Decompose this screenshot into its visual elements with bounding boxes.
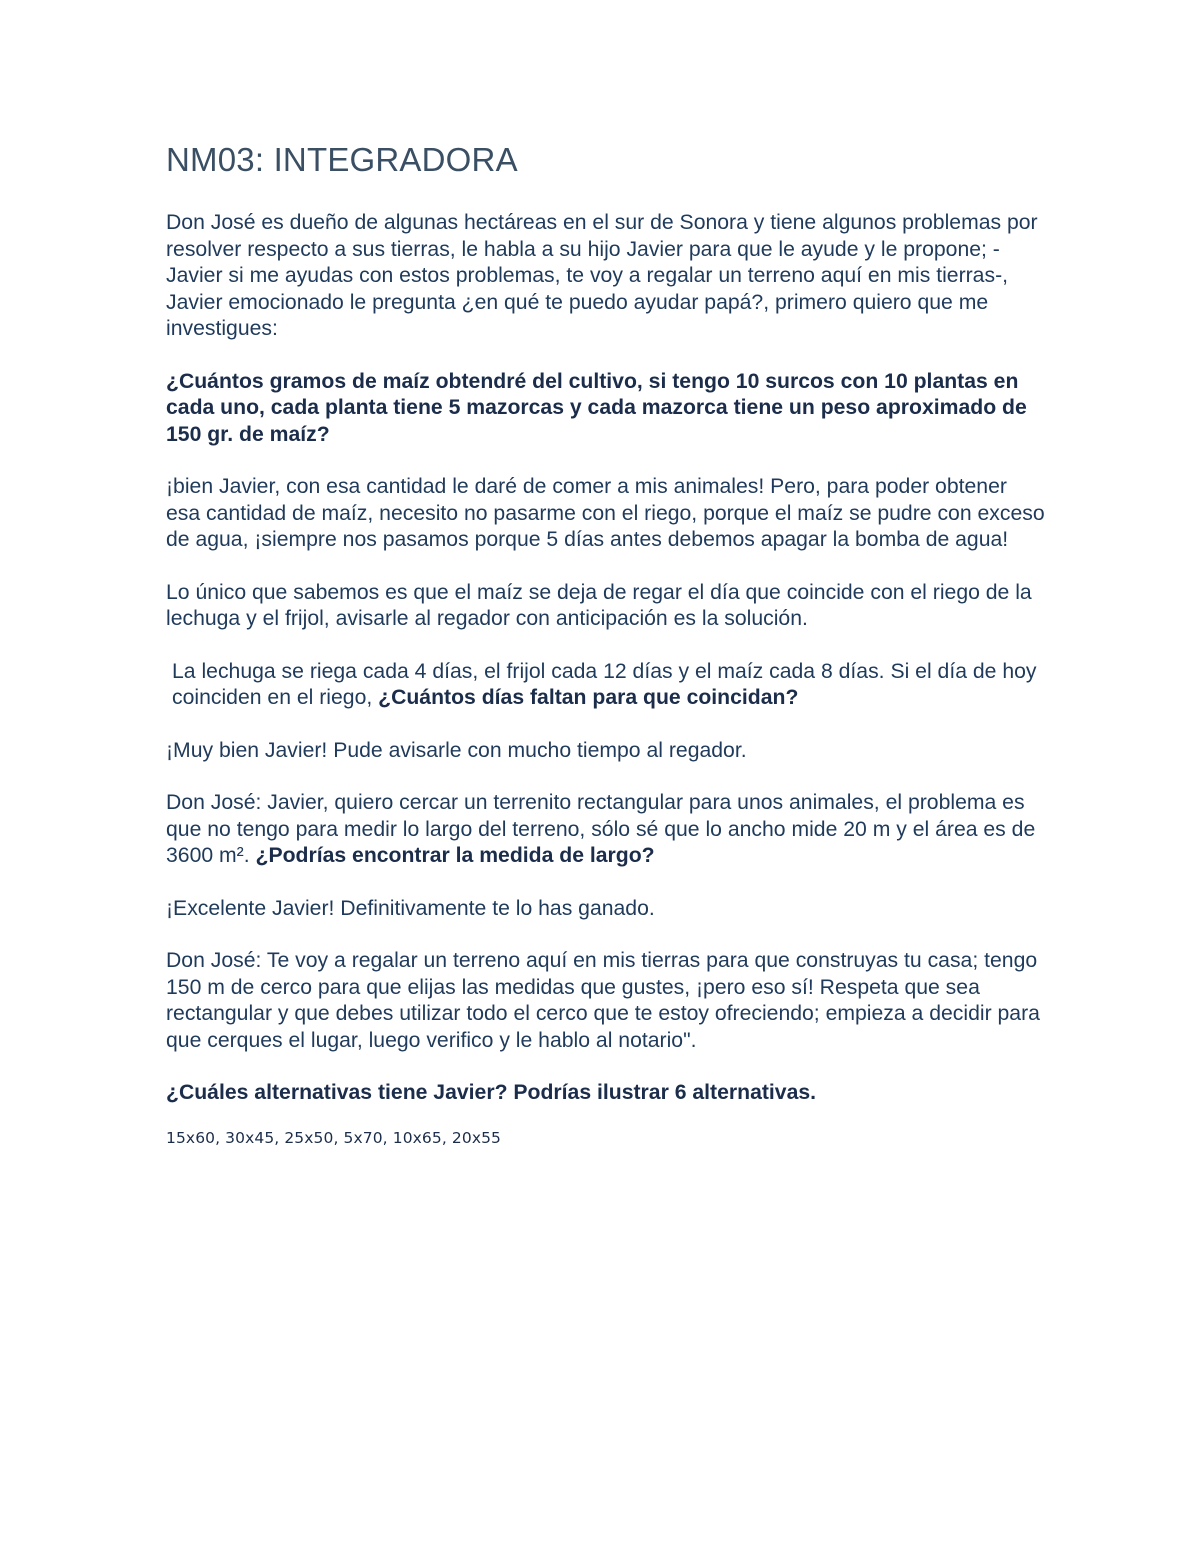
- question-corn-grams: ¿Cuántos gramos de maíz obtendré del cultivo, si tengo 10 surcos con 10 plantas en cada uno, cada planta tiene 5 mazorcas y cada mazorca tiene un peso aproximado de 150 gr. de maíz?: [166, 369, 1027, 446]
- question-alternatives: ¿Cuáles alternativas tiene Javier? Podrías ilustrar 6 alternativas.: [166, 1081, 817, 1104]
- paragraph-watering-cycles: [166, 659, 1046, 712]
- answer-alternatives: 15x60, 30x45, 25x50, 5x70, 10x65, 20x55: [166, 1128, 502, 1147]
- paragraph-irrigation: ¡bien Javier, con esa cantidad le daré de comer a mis animales! Pero, para poder obtener esa cantidad de maíz, necesito no pasarme con el riego, porque el maíz se pudre con exceso de agua, ¡siempre nos pasamos porque 5 días antes debemos apagar la bomba de agua!: [166, 475, 1045, 551]
- paragraph-coincide: Lo único que sabemos es que el maíz se deja de regar el día que coincide con el riego de la lechuga y el frijol, avisarle al regador con anticipación es la solución.: [166, 580, 1032, 630]
- document-page: [166, 140, 1046, 1175]
- question-days-coincide: ¿Cuántos días faltan para que coincidan?: [378, 686, 799, 709]
- paragraph-fence-area: [166, 790, 1046, 870]
- question-length: ¿Podrías encontrar la medida de largo?: [255, 844, 655, 867]
- paragraph-good-job: ¡Muy bien Javier! Pude avisarle con mucho tiempo al regador.: [166, 738, 747, 762]
- paragraph-excellent: ¡Excelente Javier! Definitivamente te lo has ganado.: [166, 896, 655, 920]
- paragraph-house-fence: Don José: Te voy a regalar un terreno aquí en mis tierras para que construyas tu casa; tengo 150 m de cerco para que elijas las medidas que gustes, ¡pero eso sí! Respeta que sea rectangular y que debes utilizar todo el cerco que te estoy ofreciendo; empieza a decidir para que cerques el lugar, luego verifico y le hablo al notario".: [166, 949, 1040, 1052]
- watering-cycles-text: La lechuga se riega cada 4 días, el frijol cada 12 días y el maíz cada 8 días. Si el día de hoy coinciden en el riego,: [172, 659, 1037, 709]
- intro-paragraph: Don José es dueño de algunas hectáreas en el sur de Sonora y tiene algunos problemas por resolver respecto a sus tierras, le habla a su hijo Javier para que le ayude y le propone; -Javier si me ayudas con estos problemas, te voy a regalar un terreno aquí en mis tierras-, Javier emocionado le pregunta ¿en qué te puedo ayudar papá?, primero quiero que me investigues:: [166, 211, 1038, 340]
- document-title: NM03: INTEGRADORA: [166, 141, 518, 178]
- fence-area-text: Don José: Javier, quiero cercar un terrenito rectangular para unos animales, el problema es que no tengo para medir lo largo del terreno, sólo sé que lo ancho mide 20 m y el área es de 3600 m².: [166, 791, 1036, 867]
